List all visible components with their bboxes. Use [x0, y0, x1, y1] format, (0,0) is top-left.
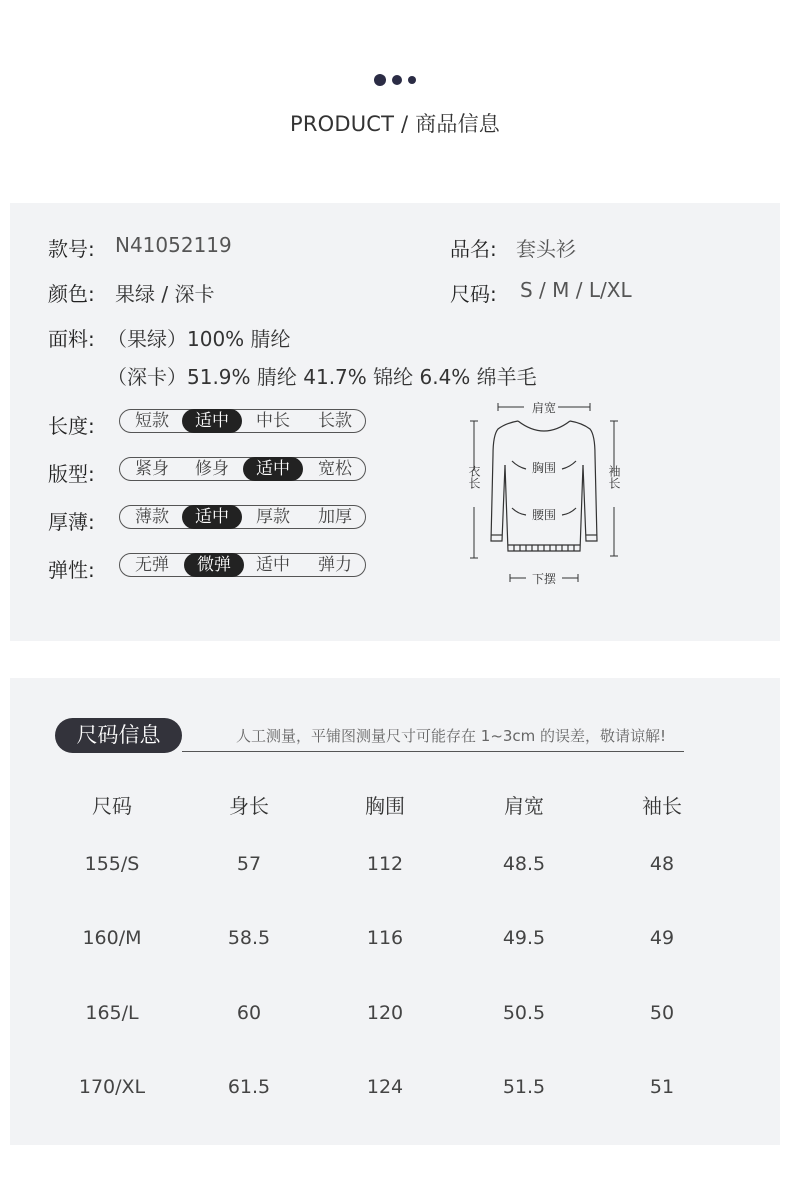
- fit-selector: [119, 457, 366, 481]
- thickness-option-extra-thick: 加厚: [318, 507, 352, 527]
- thickness-option-thick: 厚款: [256, 507, 290, 527]
- body-length-label: 衣长: [467, 465, 481, 489]
- length-option-mid-long: 中长: [256, 411, 290, 431]
- elasticity-option-none: 无弹: [135, 555, 169, 575]
- size-info-tag: 尺码信息: [55, 718, 182, 753]
- cell-sleeve: 48: [649, 853, 675, 875]
- fit-option-regular-selected: 适中: [243, 457, 303, 481]
- cell-size: 155/S: [84, 853, 140, 875]
- dot-medium: [392, 75, 402, 85]
- cell-size: 165/L: [85, 1002, 139, 1024]
- cell-shoulder: 48.5: [502, 853, 546, 875]
- section-title: PRODUCT / 商品信息: [289, 112, 501, 136]
- cell-chest: 120: [366, 1002, 404, 1024]
- header-body-length: 身长: [229, 794, 269, 818]
- header-sleeve: 袖长: [642, 794, 682, 818]
- header-shoulder: 肩宽: [504, 794, 544, 818]
- cell-shoulder: 49.5: [502, 927, 546, 949]
- header-size: 尺码: [92, 794, 132, 818]
- hem-label: 下摆: [531, 572, 557, 586]
- length-selector: [119, 409, 366, 433]
- fabric-label: 面料:: [48, 327, 95, 351]
- body-length-marker: [470, 421, 478, 558]
- thickness-option-thin: 薄款: [135, 507, 169, 527]
- fit-option-loose: 宽松: [318, 459, 352, 479]
- color-value: 果绿 / 深卡: [115, 282, 215, 306]
- thickness-option-medium-selected: 适中: [182, 505, 242, 529]
- cell-body-length: 61.5: [227, 1076, 271, 1098]
- fabric-line-2: （深卡）51.9% 腈纶 41.7% 锦纶 6.4% 绵羊毛: [107, 365, 537, 389]
- length-label: 长度:: [48, 414, 95, 438]
- dot-small: [408, 76, 416, 84]
- cell-sleeve: 50: [649, 1002, 675, 1024]
- sweater-measurement-diagram: [460, 395, 630, 595]
- elasticity-option-medium: 适中: [256, 555, 290, 575]
- tag-underline: [182, 751, 684, 752]
- product-name-label: 品名:: [450, 237, 497, 261]
- fit-label: 版型:: [48, 462, 95, 486]
- cell-size: 170/XL: [78, 1076, 146, 1098]
- fit-option-slim: 修身: [195, 459, 229, 479]
- thickness-label: 厚薄:: [48, 510, 95, 534]
- decorative-dots: [372, 72, 422, 88]
- cell-body-length: 58.5: [227, 927, 271, 949]
- cell-chest: 124: [366, 1076, 404, 1098]
- sweater-icon: [491, 421, 597, 551]
- cell-shoulder: 50.5: [502, 1002, 546, 1024]
- elasticity-selector: [119, 553, 366, 577]
- measurement-note: 人工测量，平铺图测量尺寸可能存在 1~3cm 的误差，敬请谅解!: [236, 727, 667, 745]
- size-value: S / M / L/XL: [520, 278, 632, 302]
- header-chest: 胸围: [365, 794, 405, 818]
- dot-large: [374, 74, 386, 86]
- elasticity-option-stretch: 弹力: [318, 555, 352, 575]
- style-no-value: N41052119: [115, 233, 232, 257]
- color-label: 颜色:: [48, 282, 95, 306]
- cell-chest: 116: [366, 927, 404, 949]
- cell-chest: 112: [366, 853, 404, 875]
- waist-label: 腰围: [531, 508, 557, 522]
- fit-option-tight: 紧身: [135, 459, 169, 479]
- elasticity-label: 弹性:: [48, 558, 95, 582]
- sleeve-length-label: 袖长: [607, 465, 621, 489]
- cell-sleeve: 51: [649, 1076, 675, 1098]
- size-label: 尺码:: [450, 282, 497, 306]
- fabric-line-1: （果绿）100% 腈纶: [107, 327, 291, 351]
- product-name-value: 套头衫: [516, 237, 576, 261]
- cell-sleeve: 49: [649, 927, 675, 949]
- cell-body-length: 57: [236, 853, 262, 875]
- style-no-label: 款号:: [48, 237, 95, 261]
- cell-body-length: 60: [236, 1002, 262, 1024]
- cell-size: 160/M: [82, 927, 142, 949]
- length-option-long: 长款: [318, 411, 352, 431]
- length-option-medium-selected: 适中: [182, 409, 242, 433]
- length-option-short: 短款: [135, 411, 169, 431]
- chest-label: 胸围: [531, 461, 557, 475]
- thickness-selector: [119, 505, 366, 529]
- shoulder-width-label: 肩宽: [531, 401, 557, 415]
- elasticity-option-slight-selected: 微弹: [184, 553, 244, 577]
- cell-shoulder: 51.5: [502, 1076, 546, 1098]
